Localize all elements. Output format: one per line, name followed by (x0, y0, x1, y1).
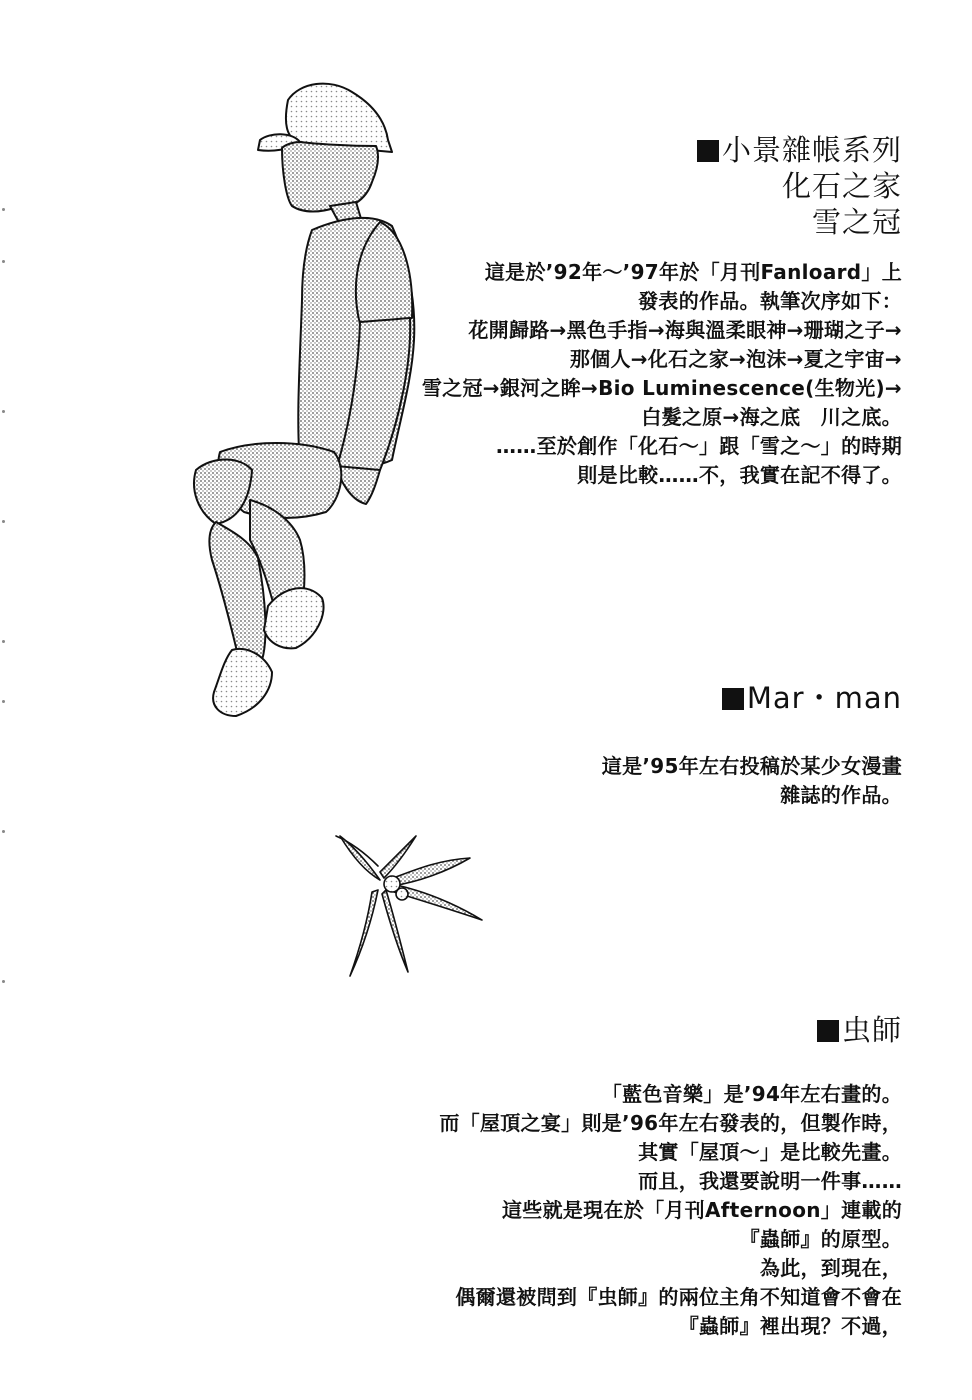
work-title: 雪之冠 (811, 205, 902, 239)
body-line: 『蟲師』的原型。 (739, 1227, 902, 1251)
section-kokeizacho-body (422, 258, 902, 490)
body-line: 而「屋頂之宴」則是’96年左右發表的，但製作時， (439, 1111, 902, 1135)
body-line: 這是於’92年～’97年於「月刊Fanloard」上 (484, 260, 902, 284)
body-line: 這是’95年左右投稿於某少女漫畫 (601, 754, 902, 778)
boy-figure (194, 84, 414, 716)
section-mushishi (817, 1012, 902, 1048)
body-line: 這些就是現在於「月刊Afternoon」連載的 (501, 1198, 902, 1222)
section-heading (722, 680, 902, 716)
body-line: 其實「屋頂～」是比較先畫。 (638, 1140, 902, 1164)
body-line: 發表的作品。執筆次序如下： (638, 289, 902, 313)
leaf-sprig-illustration (336, 836, 482, 976)
body-line: 偶爾還被問到『虫師』的兩位主角不知道會不會在 (455, 1285, 902, 1309)
section-heading (697, 132, 902, 168)
square-bullet-icon (722, 688, 744, 710)
body-line: 花開歸路→黑色手指→海與溫柔眼神→珊瑚之子→ (468, 318, 902, 342)
section-mushishi-body (439, 1080, 902, 1341)
body-line: 雪之冠→銀河之眸→Bio Luminescence(生物光)→ (421, 376, 902, 400)
section-heading-text: Mar・man (746, 681, 902, 715)
body-line: 『蟲師』裡出現？不過， (678, 1314, 902, 1338)
square-bullet-icon (817, 1020, 839, 1042)
section-heading (817, 1012, 902, 1048)
body-line: 白髮之原→海之底 川之底。 (641, 405, 902, 429)
square-bullet-icon (697, 140, 719, 162)
section-heading-text: 小景雜帳系列 (721, 133, 902, 167)
body-line: 則是比較……不，我實在記不得了。 (577, 463, 902, 487)
body-line: 而且，我還要說明一件事…… (638, 1169, 902, 1193)
body-line: 為此，到現在， (759, 1256, 902, 1280)
body-line: 那個人→化石之家→泡沫→夏之宇宙→ (569, 347, 902, 371)
work-title: 化石之家 (781, 169, 902, 203)
section-kokeizacho (697, 132, 902, 240)
section-marman-body (602, 752, 902, 810)
body-line: 雜誌的作品。 (780, 783, 902, 807)
body-line: 「藍色音樂」是’94年左右畫的。 (601, 1082, 902, 1106)
body-line: ……至於創作「化石～」跟「雪之～」的時期 (496, 434, 902, 458)
section-heading-text: 虫師 (841, 1013, 902, 1047)
section-marman (722, 680, 902, 716)
